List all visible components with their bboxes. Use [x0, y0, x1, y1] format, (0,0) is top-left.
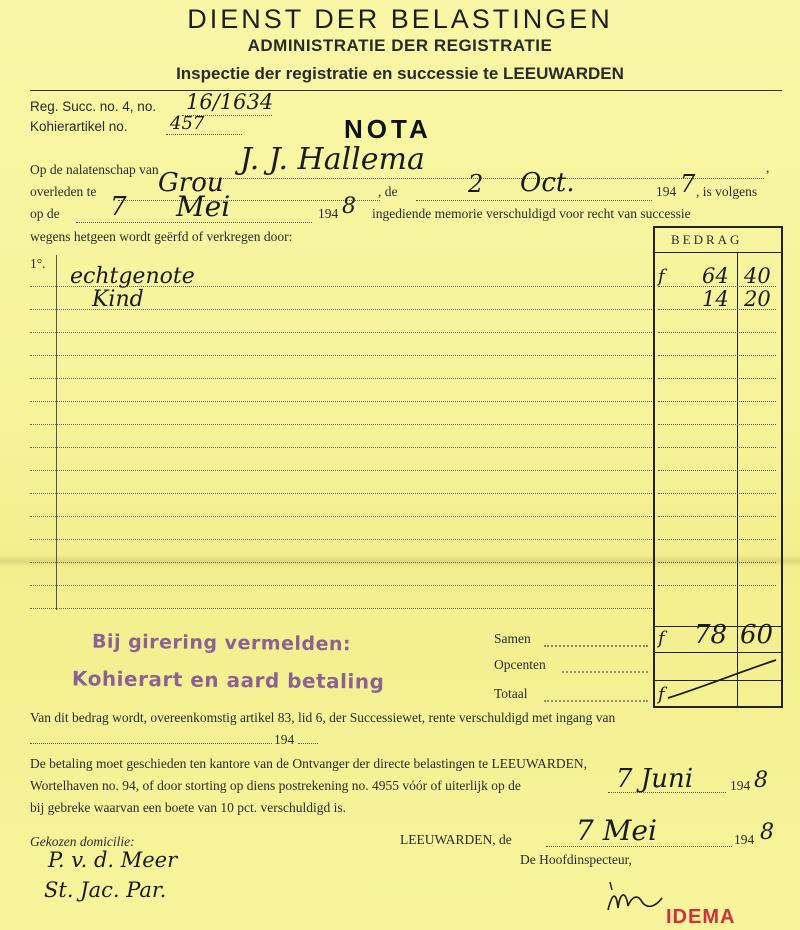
- heirs-intro: wegens hetgeen wordt geërfd of verkregen door:: [30, 229, 293, 244]
- date-label: , de: [378, 184, 398, 199]
- op-de-label: op de: [30, 206, 60, 221]
- payment-line3: bij gebreke waarvan een boete van 10 pct. verschuldigd is.: [30, 800, 347, 815]
- idema-stamp: IDEMA: [666, 906, 736, 928]
- totaal-label: Totaal: [494, 686, 528, 701]
- totaal-currency: f: [658, 684, 665, 705]
- cancel-stroke: [660, 656, 780, 702]
- giro-stamp-line1: Bij girering vermelden:: [91, 630, 352, 656]
- memo-month: Mei: [176, 190, 231, 223]
- payment-year-prefix: 194: [730, 778, 751, 793]
- place-of-death: Grou: [158, 168, 224, 198]
- bedrag-header-rule: [653, 252, 781, 253]
- payment-year-digit: 8: [754, 768, 768, 793]
- payment-line2: Wortelhaven no. 94, of door storting op diens postrekening no. 4955 vóór of uiterlijk op de: [30, 778, 521, 793]
- bedrag-header: BEDRAG: [671, 232, 743, 247]
- item-number: 1°.: [30, 256, 46, 271]
- memo-year-prefix: 194: [318, 206, 339, 221]
- death-year-prefix: 194: [656, 184, 677, 199]
- died-in-label: overleden te: [30, 184, 97, 199]
- inspection-office: Inspectie der registratie en successie te LEEUWARDEN: [176, 64, 624, 83]
- reg-label: Reg. Succ. no. 4, no.: [30, 99, 157, 114]
- payment-line1: De betaling moet geschieden ten kantore van de Ontvanger der directe belastingen te LEEUWARDEN,: [30, 756, 588, 771]
- heir-2-cents: 20: [744, 287, 771, 311]
- rente-year: 194: [274, 732, 295, 747]
- hoofdinspecteur-label: De Hoofdinspecteur,: [520, 852, 632, 867]
- kohier-label: Kohierartikel no.: [30, 119, 128, 134]
- death-day: 2: [468, 170, 484, 198]
- domicilie-label: Gekozen domicilie:: [30, 834, 135, 849]
- heir-2-guilders: 14: [702, 287, 729, 311]
- death-month: Oct.: [520, 168, 575, 198]
- sign-year-digit: 8: [760, 820, 774, 845]
- rente-line: Van dit bedrag wordt, overeenkomstig artikel 83, lid 6, der Successiewet, rente verschuldigd met ingang van: [30, 710, 616, 725]
- heir-1-guilders: 64: [702, 264, 729, 288]
- signature: [602, 880, 672, 920]
- reg-value: 16/1634: [186, 90, 274, 114]
- heir-2-name: Kind: [92, 287, 144, 312]
- domicilie-hand1: P. v. d. Meer: [48, 848, 178, 872]
- is-volgens: , is volgens: [696, 184, 758, 199]
- estate-label: Op de nalatenschap van: [30, 162, 159, 177]
- header-divider: [30, 90, 782, 91]
- document-subtitle: ADMINISTRATIE DER REGISTRATIE: [247, 36, 553, 55]
- sign-date: 7 Mei: [576, 814, 657, 847]
- heir-1-currency: f: [658, 266, 665, 287]
- opcenten-rule: [653, 652, 781, 653]
- memo-text: ingediende memorie verschuldigd voor recht van successie: [372, 206, 691, 221]
- deceased-name: J. J. Hallema: [240, 142, 425, 177]
- sign-year-prefix: 194: [734, 832, 755, 847]
- death-year-digit: 7: [680, 170, 696, 198]
- nota-heading: NOTA: [344, 114, 432, 144]
- heir-1-cents: 40: [744, 264, 771, 288]
- cents-divider: [737, 252, 738, 706]
- payment-deadline: 7 Juni: [616, 764, 694, 794]
- heir-1-name: echtgenote: [70, 264, 195, 289]
- memo-day: 7: [110, 192, 127, 222]
- domicilie-hand2: St. Jac. Par.: [44, 878, 167, 902]
- amount-box-bottom: [653, 706, 781, 708]
- samen-cents: 60: [740, 620, 774, 650]
- samen-label: Samen: [494, 631, 531, 646]
- samen-guilders: 78: [694, 620, 728, 650]
- opcenten-label: Opcenten: [494, 657, 546, 672]
- document-title: DIENST DER BELASTINGEN: [187, 4, 613, 34]
- kohier-value: 457: [170, 113, 205, 134]
- memo-year-digit: 8: [342, 194, 356, 219]
- city-date-label: LEEUWARDEN, de: [400, 832, 512, 847]
- giro-stamp-line2: Kohierart en aard betaling: [71, 666, 385, 694]
- comma: ,: [766, 160, 770, 175]
- samen-currency: f: [658, 628, 665, 649]
